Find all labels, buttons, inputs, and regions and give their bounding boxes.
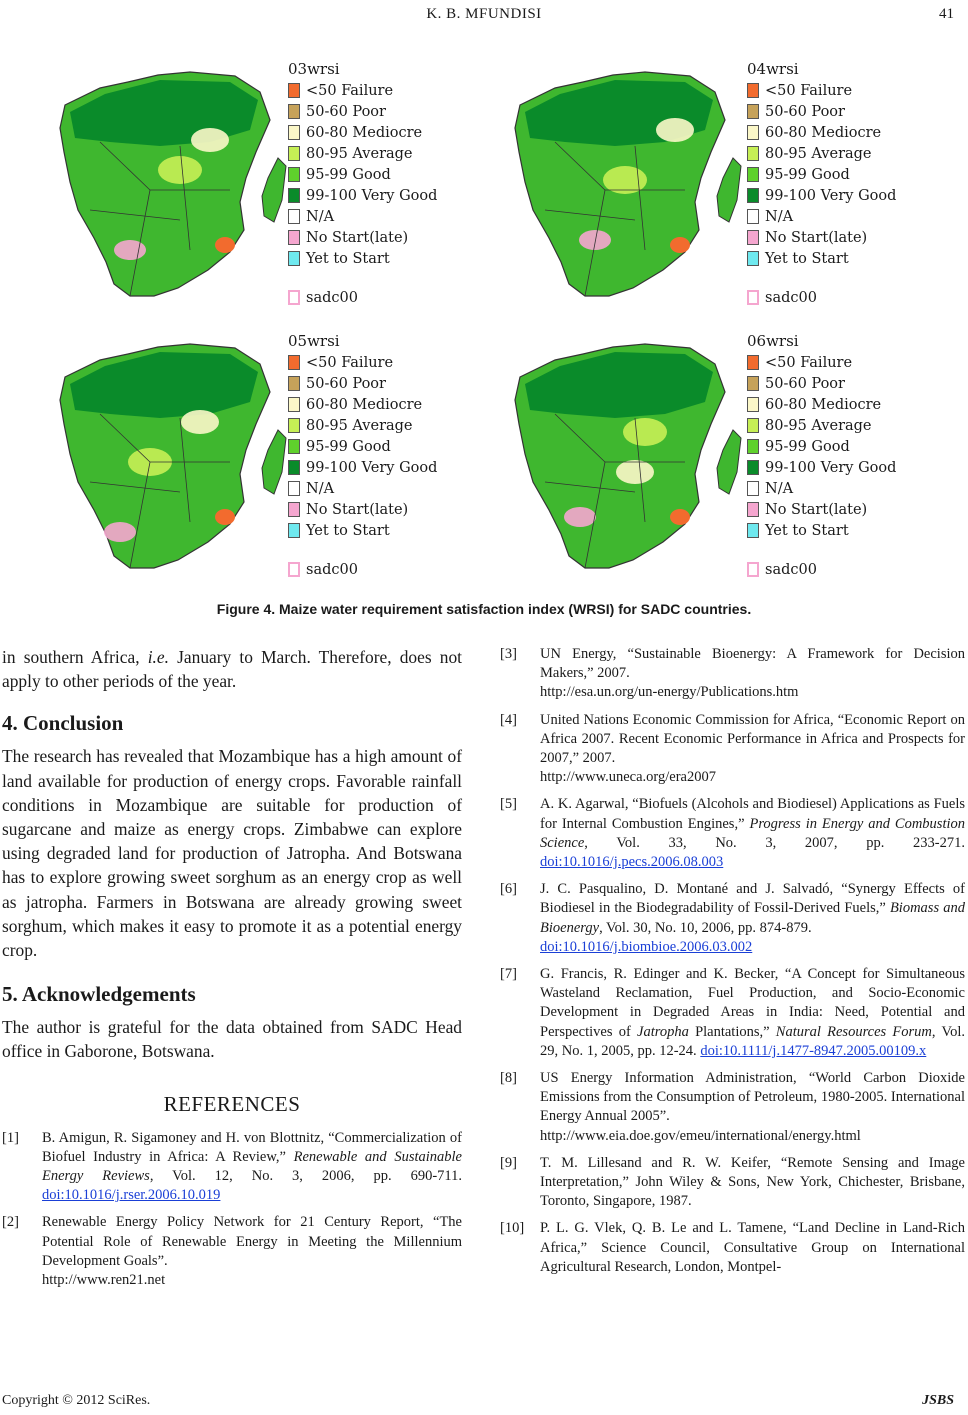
southern-africa-map bbox=[485, 50, 755, 320]
legend-label: 60-80 Mediocre bbox=[765, 124, 882, 141]
reference-10: [10] P. L. G. Vlek, Q. B. Le and L. Tamene, “Land Decline in Land-Rich Africa,” Science Council, Consultative Group on International Agricultural Research, London, Montpel- bbox=[500, 1220, 965, 1275]
legend-swatch bbox=[288, 439, 300, 454]
legend-label: Yet to Start bbox=[306, 250, 390, 267]
madagascar bbox=[717, 430, 741, 494]
map-title: 03wrsi bbox=[288, 60, 340, 78]
legend-swatch bbox=[747, 146, 759, 161]
map-legend bbox=[747, 60, 896, 308]
legend-entry bbox=[288, 394, 437, 415]
legend-label: Yet to Start bbox=[765, 522, 849, 539]
madagascar bbox=[262, 158, 286, 222]
index-patch bbox=[181, 410, 219, 434]
legend-entry bbox=[747, 520, 896, 541]
legend-entry bbox=[747, 415, 896, 436]
legend-swatch bbox=[288, 502, 300, 517]
legend-label: 99-100 Very Good bbox=[765, 187, 897, 204]
legend-swatch bbox=[747, 188, 759, 203]
conclusion-paragraph: The research has revealed that Mozambique has a high amount of land available for production of energy crops. Favorable rainfall conditions in Mozambique are suitable for production of sugarcane and maize as energy crops. Zimbabwe can explore using degraded land for production of Jatropha. And Botswana has to explore growing sweet sorghum as an energy crop as well as jatropha. Farmers in Botswana are already growing sweet sorghum, which makes it easy to promote it as a potential energy crop. bbox=[2, 746, 462, 961]
legend-label: 60-80 Mediocre bbox=[765, 396, 882, 413]
figure-caption: Figure 4. Maize water requirement satisfaction index (WRSI) for SADC countries. bbox=[216, 601, 752, 617]
legend-entry bbox=[288, 373, 437, 394]
legend-swatch bbox=[288, 355, 300, 370]
reference-1-doi-link[interactable]: doi:10.1016/j.rser.2006.10.019 bbox=[42, 1187, 221, 1204]
legend-swatch bbox=[747, 562, 759, 577]
legend-swatch bbox=[747, 251, 759, 266]
legend-label: 50-60 Poor bbox=[306, 103, 386, 120]
index-patch bbox=[158, 156, 202, 184]
legend-footer-label: sadc00 bbox=[765, 561, 817, 578]
legend-swatch bbox=[288, 125, 300, 140]
legend-entry bbox=[288, 436, 437, 457]
reference-2: [2] Renewable Energy Policy Network for 21 Century Report, “The Potential Role of Renewable Energy in Meeting the Millennium Development Goals”. http://www.ren21.net bbox=[2, 1213, 462, 1290]
legend-swatch bbox=[288, 167, 300, 182]
legend-entry bbox=[288, 499, 437, 520]
legend-swatch bbox=[747, 209, 759, 224]
legend-swatch bbox=[288, 481, 300, 496]
legend-entry bbox=[288, 80, 437, 101]
failure-patch bbox=[670, 509, 690, 525]
legend-swatch bbox=[288, 397, 300, 412]
legend-footer-label: sadc00 bbox=[306, 561, 358, 578]
legend-swatch bbox=[288, 146, 300, 161]
legend-swatch bbox=[288, 104, 300, 119]
index-patch bbox=[623, 418, 667, 446]
legend-entry bbox=[288, 122, 437, 143]
legend-entry bbox=[747, 227, 896, 248]
legend-entry bbox=[288, 457, 437, 478]
legend-entry bbox=[747, 478, 896, 499]
map-panel-04 bbox=[485, 50, 940, 322]
legend-entry bbox=[747, 80, 896, 101]
failure-patch bbox=[670, 237, 690, 253]
legend-label: 50-60 Poor bbox=[306, 375, 386, 392]
legend-footer bbox=[288, 287, 437, 308]
legend-footer bbox=[288, 559, 437, 580]
running-header-author: K. B. MFUNDISI bbox=[426, 6, 542, 22]
failure-patch bbox=[215, 509, 235, 525]
legend-label: No Start(late) bbox=[765, 229, 868, 246]
legend-entry bbox=[288, 143, 437, 164]
legend-swatch bbox=[747, 83, 759, 98]
legend-entry bbox=[288, 415, 437, 436]
map-panel-03 bbox=[30, 50, 485, 322]
map-legend bbox=[747, 332, 896, 580]
reference-6: [6] J. C. Pasqualino, D. Montané and J. Salvadó, “Synergy Effects of Biodiesel in the Biodegradability of Fossil-Derived Fuels,” Biomass and Bioenergy, Vol. 30, No. 10, 2006, pp. 874-879. doi:10.1016/j.biombioe.2006.03.002 bbox=[500, 881, 965, 955]
legend-entry bbox=[747, 457, 896, 478]
legend-entry bbox=[747, 394, 896, 415]
legend-entry bbox=[288, 352, 437, 373]
reference-5: [5] A. K. Agarwal, “Biofuels (Alcohols and Biodiesel) Applications as Fuels for Internal Combustion Engines,” Progress in Energy and Combustion Science, Vol. 33, No. 3, 2007, pp. 233-271. doi:10.1016/j.pecs.2006.08.003 bbox=[500, 796, 966, 871]
legend-label: 95-99 Good bbox=[306, 438, 391, 455]
legend-swatch bbox=[288, 209, 300, 224]
reference-8-url[interactable]: http://www.eia.doe.gov/emeu/international/energy.html bbox=[540, 1127, 861, 1144]
legend-label: 99-100 Very Good bbox=[306, 459, 438, 476]
legend-swatch bbox=[747, 397, 759, 412]
legend-swatch bbox=[288, 562, 300, 577]
legend-label: 80-95 Average bbox=[765, 417, 872, 434]
legend-footer bbox=[747, 559, 896, 580]
legend-label: 95-99 Good bbox=[306, 166, 391, 183]
failure-patch bbox=[215, 237, 235, 253]
running-header bbox=[0, 6, 968, 30]
legend-label: N/A bbox=[306, 480, 335, 497]
legend-entry bbox=[747, 499, 896, 520]
acknowledgements-paragraph: The author is grateful for the data obtained from SADC Head office in Gaborone, Botswana. bbox=[2, 1017, 462, 1062]
map-title: 05wrsi bbox=[288, 332, 340, 350]
legend-swatch bbox=[747, 460, 759, 475]
legend-entry bbox=[747, 206, 896, 227]
legend-swatch bbox=[747, 502, 759, 517]
reference-5-doi-link[interactable]: doi:10.1016/j.pecs.2006.08.003 bbox=[540, 854, 724, 871]
legend-swatch bbox=[747, 376, 759, 391]
legend-label: 60-80 Mediocre bbox=[306, 124, 423, 141]
acknowledgements-heading: 5. Acknowledgements bbox=[2, 982, 196, 1007]
legend-swatch bbox=[747, 104, 759, 119]
legend-entry bbox=[747, 122, 896, 143]
page-footer bbox=[0, 1393, 968, 1413]
copyright-notice: Copyright © 2012 SciRes. bbox=[2, 1393, 151, 1408]
index-patch bbox=[564, 507, 596, 527]
legend-entry bbox=[747, 436, 896, 457]
legend-label: 50-60 Poor bbox=[765, 375, 845, 392]
reference-8: [8] US Energy Information Administration, “World Carbon Dioxide Emissions from the Consumption of Petroleum, 1980-2005. International Energy Annual 2005”. http://www.eia.doe.gov/emeu/international/energy.html bbox=[500, 1069, 965, 1146]
legend-label: N/A bbox=[306, 208, 335, 225]
wrsi-figure bbox=[30, 50, 940, 595]
legend-swatch bbox=[288, 418, 300, 433]
map-legend bbox=[288, 332, 437, 580]
intro-paragraph: in southern Africa, i.e. January to March. Therefore, does not apply to other periods of the year. bbox=[2, 647, 462, 692]
reference-7: [7] G. Francis, R. Edinger and K. Becker, “A Concept for Simultaneous Wasteland Reclamation, Fuel Production, and Socio-Economic Development in Degraded Areas in India: Need, Potential and Perspectives of Jatropha Plantations,” Natural Resources Forum, Vol. 29, No. 1, 2005, pp. 12-24. doi:10.1111/j.1477-8947.2005.00109.x bbox=[500, 966, 965, 1059]
legend-swatch bbox=[747, 290, 759, 305]
reference-3: [3] UN Energy, “Sustainable Bioenergy: A Framework for Decision Makers,” 2007. http://esa.un.org/un-energy/Publications.htm bbox=[500, 645, 965, 703]
legend-label: Yet to Start bbox=[306, 522, 390, 539]
legend-label: 50-60 Poor bbox=[765, 103, 845, 120]
reference-2-url[interactable]: http://www.ren21.net bbox=[42, 1272, 166, 1289]
reference-1: [1] B. Amigun, R. Sigamoney and H. von Blottnitz, “Commercialization of Biofuel Industry in Africa: A Review,” Renewable and Sustainable Energy Reviews, Vol. 12, No. 3, 2006, pp. 690-711. doi:10.1016/j.rser.2006.10.019 bbox=[2, 1129, 462, 1204]
legend-footer-label: sadc00 bbox=[306, 289, 358, 306]
legend-entry bbox=[747, 352, 896, 373]
legend-label: 99-100 Very Good bbox=[306, 187, 438, 204]
southern-africa-map bbox=[30, 50, 300, 320]
legend-swatch bbox=[747, 418, 759, 433]
legend-label: No Start(late) bbox=[306, 501, 409, 518]
southern-africa-map bbox=[30, 322, 300, 592]
reference-7-doi-link[interactable]: doi:10.1111/j.1477-8947.2005.00109.x bbox=[700, 1042, 927, 1059]
legend-swatch bbox=[288, 83, 300, 98]
index-patch bbox=[616, 460, 654, 484]
legend-entry bbox=[747, 373, 896, 394]
legend-label: 95-99 Good bbox=[765, 438, 850, 455]
map-title: 06wrsi bbox=[747, 332, 799, 350]
legend-swatch bbox=[288, 523, 300, 538]
legend-entry bbox=[747, 101, 896, 122]
index-patch bbox=[579, 230, 611, 250]
legend-swatch bbox=[747, 481, 759, 496]
legend-label: 99-100 Very Good bbox=[765, 459, 897, 476]
reference-4: [4] United Nations Economic Commission for Africa, “Economic Report on Africa 2007. Recent Economic Performance in Africa and Prospects for 2007,” 2007. http://www.uneca.org/era2007 bbox=[500, 711, 965, 788]
legend-swatch bbox=[288, 230, 300, 245]
legend-label: 80-95 Average bbox=[306, 417, 413, 434]
left-column bbox=[2, 645, 462, 1298]
legend-label: No Start(late) bbox=[306, 229, 409, 246]
legend-swatch bbox=[747, 523, 759, 538]
legend-entry bbox=[288, 164, 437, 185]
legend-swatch bbox=[288, 251, 300, 266]
reference-9: [9] T. M. Lillesand and R. W. Keifer, “Remote Sensing and Image Interpretation,” John Wiley & Sons, New York, Chichester, Brisbane, Toronto, Singapore, 1987. bbox=[500, 1154, 965, 1210]
index-patch bbox=[191, 128, 229, 152]
legend-swatch bbox=[288, 290, 300, 305]
index-patch bbox=[114, 240, 146, 260]
southern-africa-map bbox=[485, 322, 755, 592]
reference-6-doi-link[interactable]: doi:10.1016/j.biombioe.2006.03.002 bbox=[540, 938, 753, 955]
legend-label: No Start(late) bbox=[765, 501, 868, 518]
journal-abbreviation: JSBS bbox=[922, 1393, 954, 1408]
legend-label: 95-99 Good bbox=[765, 166, 850, 183]
madagascar bbox=[262, 430, 286, 494]
map-panel-06 bbox=[485, 322, 940, 594]
legend-label: 80-95 Average bbox=[306, 145, 413, 162]
conclusion-heading: 4. Conclusion bbox=[2, 711, 124, 736]
map-title: 04wrsi bbox=[747, 60, 799, 78]
legend-label: 60-80 Mediocre bbox=[306, 396, 423, 413]
reference-3-url[interactable]: http://esa.un.org/un-energy/Publications.htm bbox=[540, 684, 799, 701]
right-column bbox=[500, 645, 965, 1285]
legend-label: <50 Failure bbox=[765, 82, 853, 99]
legend-swatch bbox=[747, 355, 759, 370]
references-heading: REFERENCES bbox=[163, 1091, 301, 1116]
legend-swatch bbox=[747, 167, 759, 182]
legend-label: <50 Failure bbox=[306, 354, 394, 371]
legend-entry bbox=[288, 101, 437, 122]
legend-swatch bbox=[288, 188, 300, 203]
map-legend bbox=[288, 60, 437, 308]
legend-entry bbox=[747, 248, 896, 269]
legend-swatch bbox=[288, 460, 300, 475]
legend-label: N/A bbox=[765, 480, 794, 497]
legend-swatch bbox=[288, 376, 300, 391]
map-panel-05 bbox=[30, 322, 485, 594]
legend-entry bbox=[747, 143, 896, 164]
legend-swatch bbox=[747, 125, 759, 140]
madagascar bbox=[717, 158, 741, 222]
legend-label: <50 Failure bbox=[765, 354, 853, 371]
legend-label: N/A bbox=[765, 208, 794, 225]
legend-entry bbox=[747, 185, 896, 206]
legend-label: Yet to Start bbox=[765, 250, 849, 267]
legend-entry bbox=[288, 248, 437, 269]
legend-footer-label: sadc00 bbox=[765, 289, 817, 306]
legend-swatch bbox=[747, 230, 759, 245]
page-number: 41 bbox=[939, 6, 954, 22]
legend-entry bbox=[747, 164, 896, 185]
legend-entry bbox=[288, 206, 437, 227]
index-patch bbox=[656, 118, 694, 142]
legend-swatch bbox=[747, 439, 759, 454]
legend-footer bbox=[747, 287, 896, 308]
legend-entry bbox=[288, 478, 437, 499]
legend-label: <50 Failure bbox=[306, 82, 394, 99]
legend-label: 80-95 Average bbox=[765, 145, 872, 162]
reference-4-url[interactable]: http://www.uneca.org/era2007 bbox=[540, 769, 716, 786]
legend-entry bbox=[288, 185, 437, 206]
legend-entry bbox=[288, 520, 437, 541]
index-patch bbox=[104, 522, 136, 542]
legend-entry bbox=[288, 227, 437, 248]
